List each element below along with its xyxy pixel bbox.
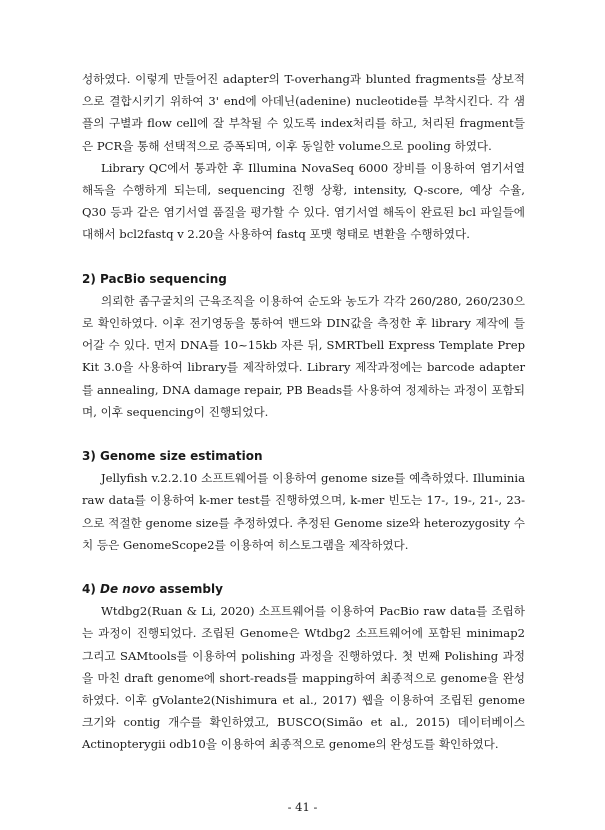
page-number: - 41 - xyxy=(287,800,318,814)
paragraph-pacbio: 의뢰한 좀구굴치의 근육조직을 이용하여 순도와 농도가 각각 260/280, 260/230으로 확인하였다. 이후 전기영동을 통하여 밴드와 DIN값을 측정한 후 library 제작에 들어갈 수 있다. 먼저 DNA를 10~15kb 자른 뒤, SMRTbell Express Template Prep Kit 3.0을 사용하여 library를 제작하였다. Library 제작과정에는 barcode adapter를 annealing, DNA damage repair, PB Beads를 사용하여 정제하는 과정이 포함되며, 이후 sequencing이 진행되었다. xyxy=(82,293,525,419)
heading-pacbio-sequencing: 2) PacBio sequencing xyxy=(82,271,227,286)
heading-italic-term: De novo xyxy=(100,582,156,597)
heading-number: 4) xyxy=(82,582,101,597)
section-gap xyxy=(82,556,525,578)
heading-de-novo-assembly xyxy=(82,578,525,600)
paragraph-illumina-sequencing: Library QC에서 통과한 후 Illumina NovaSeq 6000 장비를 이용하여 염기서열 해독을 수행하게 되는데, sequencing 진행 상황, intensity, Q-score, 예상 수율, Q30 등과 같은 염기서열 품질을 평가할 수 있다. 염기서열 해독이 완료된 bcl 파일들에 대해서 bcl2fastq v 2.20을 사용하여 fastq 포맷 형태로 변환을 수행하였다. xyxy=(82,160,525,242)
section-gap xyxy=(82,246,525,268)
heading-rest: assembly xyxy=(155,582,223,597)
paragraph-illumina-library: 성하였다. 이렇게 만들어진 adapter의 T-overhang과 blunted fragments를 상보적으로 결합시키기 위하여 3' end에 아데닌(adenine) nucleotide를 부착시킨다. 각 샘플의 구별과 flow cell에 잘 부착될 수 있도록 index처리를 하고, 처리된 fragment들은 PCR을 통해 선택적으로 증폭되며, 이후 동일한 volume으로 pooling 하였다. xyxy=(82,72,525,153)
paragraph-genome-size: Jellyfish v.2.2.10 소프트웨어를 이용하여 genome size를 예측하였다. Illuminia raw data를 이용하여 k-mer test를 진행하였으며, k-mer 빈도는 17-, 19-, 21-, 23- 으로 적절한 genome size를 추정하였다. 추정된 Genome size와 heterozygosity 수치 등은 GenomeScope2를 이용하여 히스토그램을 제작하였다. xyxy=(82,471,525,552)
heading-genome-size-estimation: 3) Genome size estimation xyxy=(82,449,263,464)
page-body xyxy=(82,68,525,756)
paragraph-assembly: Wtdbg2(Ruan & Li, 2020) 소프트웨어를 이용하여 PacBio raw data를 조립하는 과정이 진행되었다. 조립된 Genome은 Wtdbg2 소프트웨어에 포함된 minimap2 그리고 SAMtools를 이용하여 polishing 과정을 진행하였다. 첫 번째 Polishing 과정을 마친 draft genome에 short-reads를 mapping하여 최종적으로 genome을 완성하였다. 이후 gVolante2(Nishimura et al., 2017) 웹을 이용하여 조립된 genome 크기와 contig 개수를 확인하였고, BUSCO(Simão et al., 2015) 데이터베이스 Actinopterygii odb10을 이용하여 최종적으로 genome의 완성도를 확인하였다. xyxy=(82,604,525,752)
section-gap xyxy=(82,423,525,445)
